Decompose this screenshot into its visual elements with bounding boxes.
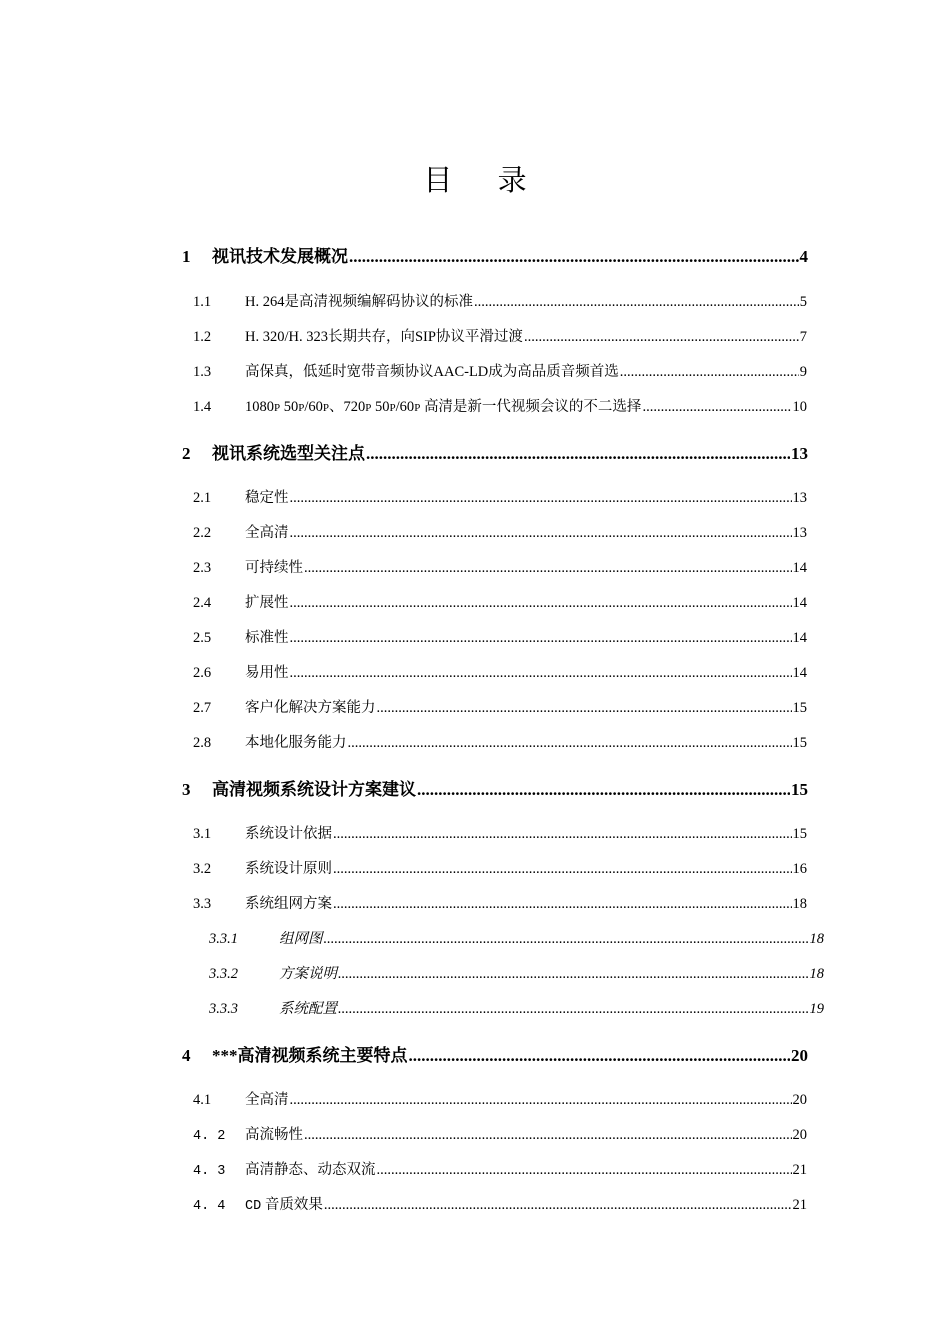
toc-entry-2-6[interactable] <box>193 661 807 682</box>
toc-page: 16 <box>792 861 807 877</box>
toc-page: 7 <box>799 329 807 345</box>
toc-entry-2-4[interactable] <box>193 591 807 612</box>
toc-leader-dots <box>304 1127 792 1144</box>
toc-entry-3-3-2[interactable] <box>209 962 824 983</box>
toc-leader-dots <box>417 780 790 800</box>
toc-leader-dots <box>324 1197 792 1214</box>
toc-page: 15 <box>792 735 807 751</box>
toc-entry-3-3-1[interactable] <box>209 927 824 948</box>
toc-page: 20 <box>792 1127 807 1143</box>
toc-number: 3.2 <box>193 861 212 877</box>
toc-leader-dots <box>524 329 799 346</box>
toc-text: 高流畅性 <box>245 1127 303 1143</box>
toc-text: H. 320/H. 323长期共存，向SIP协议平滑过渡 <box>245 329 523 345</box>
toc-number: 2.2 <box>193 525 212 541</box>
toc-number: 1 <box>182 247 191 266</box>
toc-page: 14 <box>792 595 807 611</box>
toc-number: 2.7 <box>193 700 212 716</box>
toc-number: 2.4 <box>193 595 212 611</box>
toc-page: 14 <box>792 630 807 646</box>
toc-entry-1-4[interactable] <box>193 395 807 416</box>
toc-text: 稳定性 <box>245 490 289 506</box>
toc-page: 14 <box>792 665 807 681</box>
toc-number: 1.1 <box>193 294 212 310</box>
toc-page: 4 <box>799 247 808 266</box>
toc-number: 4. 3 <box>193 1164 226 1179</box>
toc-number: 3 <box>182 780 191 799</box>
toc-entry-3-3[interactable] <box>193 892 807 913</box>
toc-entry-4[interactable] <box>182 1041 808 1066</box>
toc-entry-1-1[interactable] <box>193 290 807 311</box>
toc-text: 系统组网方案 <box>245 896 332 912</box>
toc-leader-dots <box>377 700 792 717</box>
toc-text: 1080P 50P/60P、720P 50P/60P 高清是新一代视频会议的不二选择 <box>245 399 642 415</box>
toc-number: 4. 4 <box>193 1199 226 1214</box>
toc-leader-dots <box>409 1046 791 1066</box>
toc-page: 18 <box>809 966 824 982</box>
toc-number: 4.1 <box>193 1092 212 1108</box>
toc-entry-2-2[interactable] <box>193 521 807 542</box>
toc-text: 视讯系统选型关注点 <box>212 444 365 463</box>
toc-page: 14 <box>792 560 807 576</box>
toc-leader-dots <box>333 896 792 913</box>
toc-text: 客户化解决方案能力 <box>245 700 376 716</box>
toc-leader-dots <box>366 444 790 464</box>
toc-leader-dots <box>290 525 792 542</box>
toc-page: 10 <box>792 399 807 415</box>
toc-number: 2.8 <box>193 735 212 751</box>
toc-leader-dots <box>642 399 791 416</box>
toc-entry-4-2[interactable] <box>193 1123 807 1144</box>
toc-number: 1.2 <box>193 329 212 345</box>
toc-leader-dots <box>290 1092 792 1109</box>
toc-text: 标准性 <box>245 630 289 646</box>
toc-leader-dots <box>290 490 792 507</box>
toc-page: 18 <box>809 931 824 947</box>
toc-number: 4 <box>182 1046 191 1065</box>
toc-page: 20 <box>791 1046 808 1065</box>
toc-text: 方案说明 <box>279 966 337 982</box>
toc-number: 3.3.1 <box>209 931 238 947</box>
toc-entry-3-3-3[interactable] <box>209 997 824 1018</box>
toc-leader-dots <box>349 247 799 267</box>
toc-number: 3.1 <box>193 826 212 842</box>
toc-leader-dots <box>338 1001 809 1018</box>
toc-number: 3.3.3 <box>209 1001 238 1017</box>
toc-number: 3.3.2 <box>209 966 238 982</box>
toc-text: CD 音质效果 <box>245 1197 323 1214</box>
toc-number: 2 <box>182 444 191 463</box>
toc-text: 本地化服务能力 <box>245 735 347 751</box>
toc-page: 20 <box>792 1092 807 1108</box>
toc-entry-2-3[interactable] <box>193 556 807 577</box>
toc-title: 目 录 <box>423 163 545 197</box>
toc-text: 高清视频系统设计方案建议 <box>212 780 416 799</box>
toc-text: H. 264是高清视频编解码协议的标准 <box>245 294 473 310</box>
toc-number: 2.6 <box>193 665 212 681</box>
toc-number: 4. 2 <box>193 1129 226 1144</box>
toc-entry-2-5[interactable] <box>193 626 807 647</box>
toc-text: 视讯技术发展概况 <box>212 247 348 266</box>
toc-page: 15 <box>792 826 807 842</box>
toc-page: 19 <box>809 1001 824 1017</box>
toc-number: 2.1 <box>193 490 212 506</box>
toc-entry-3-2[interactable] <box>193 857 807 878</box>
toc-number: 1.4 <box>193 399 212 415</box>
toc-text: ***高清视频系统主要特点 <box>212 1046 408 1065</box>
toc-entry-2-8[interactable] <box>193 731 807 752</box>
toc-leader-dots <box>290 665 792 682</box>
toc-text: 系统设计依据 <box>245 826 332 842</box>
toc-entry-3-1[interactable] <box>193 822 807 843</box>
toc-leader-dots <box>348 735 792 752</box>
toc-leader-dots <box>377 1162 792 1179</box>
toc-leader-dots <box>333 861 792 878</box>
toc-text: 全高清 <box>245 1092 289 1108</box>
toc-page: 21 <box>792 1197 807 1213</box>
toc-leader-dots <box>474 294 799 311</box>
toc-page: 15 <box>791 780 808 799</box>
toc-entry-1-2[interactable] <box>193 325 807 346</box>
toc-entry-4-1[interactable] <box>193 1088 807 1109</box>
toc-text: 高清静态、动态双流 <box>245 1162 376 1178</box>
toc-text: 组网图 <box>279 931 323 947</box>
toc-entry-1-3[interactable] <box>193 360 807 381</box>
toc-page: 21 <box>792 1162 807 1178</box>
toc-number: 1.3 <box>193 364 212 380</box>
toc-text: 可持续性 <box>245 560 303 576</box>
toc-leader-dots <box>304 560 792 577</box>
toc-entry-3[interactable] <box>182 775 808 800</box>
toc-entry-2-7[interactable] <box>193 696 807 717</box>
toc-number: 2.3 <box>193 560 212 576</box>
toc-page: 18 <box>792 896 807 912</box>
toc-page: 13 <box>792 525 807 541</box>
toc-text: 系统设计原则 <box>245 861 332 877</box>
toc-leader-dots <box>324 931 809 948</box>
toc-leader-dots <box>290 630 792 647</box>
toc-leader-dots <box>338 966 809 983</box>
toc-text: 全高清 <box>245 525 289 541</box>
toc-leader-dots <box>290 595 792 612</box>
toc-entry-4-3[interactable] <box>193 1158 807 1179</box>
toc-entry-1[interactable] <box>182 242 808 267</box>
toc-page: 5 <box>799 294 807 310</box>
toc-entry-2-1[interactable] <box>193 486 807 507</box>
toc-page: 13 <box>791 444 808 463</box>
toc-number: 3.3 <box>193 896 212 912</box>
toc-page: 9 <box>799 364 807 380</box>
toc-text: 高保真，低延时宽带音频协议AAC-LD成为高品质音频首选 <box>245 364 619 380</box>
toc-page: 13 <box>792 490 807 506</box>
toc-text: 系统配置 <box>279 1001 337 1017</box>
toc-number: 2.5 <box>193 630 212 646</box>
toc-entry-2[interactable] <box>182 439 808 464</box>
toc-text: 易用性 <box>245 665 289 681</box>
toc-text: 扩展性 <box>245 595 289 611</box>
toc-leader-dots <box>333 826 792 843</box>
toc-leader-dots <box>620 364 799 381</box>
toc-page: 15 <box>792 700 807 716</box>
toc-entry-4-4[interactable] <box>193 1193 807 1214</box>
